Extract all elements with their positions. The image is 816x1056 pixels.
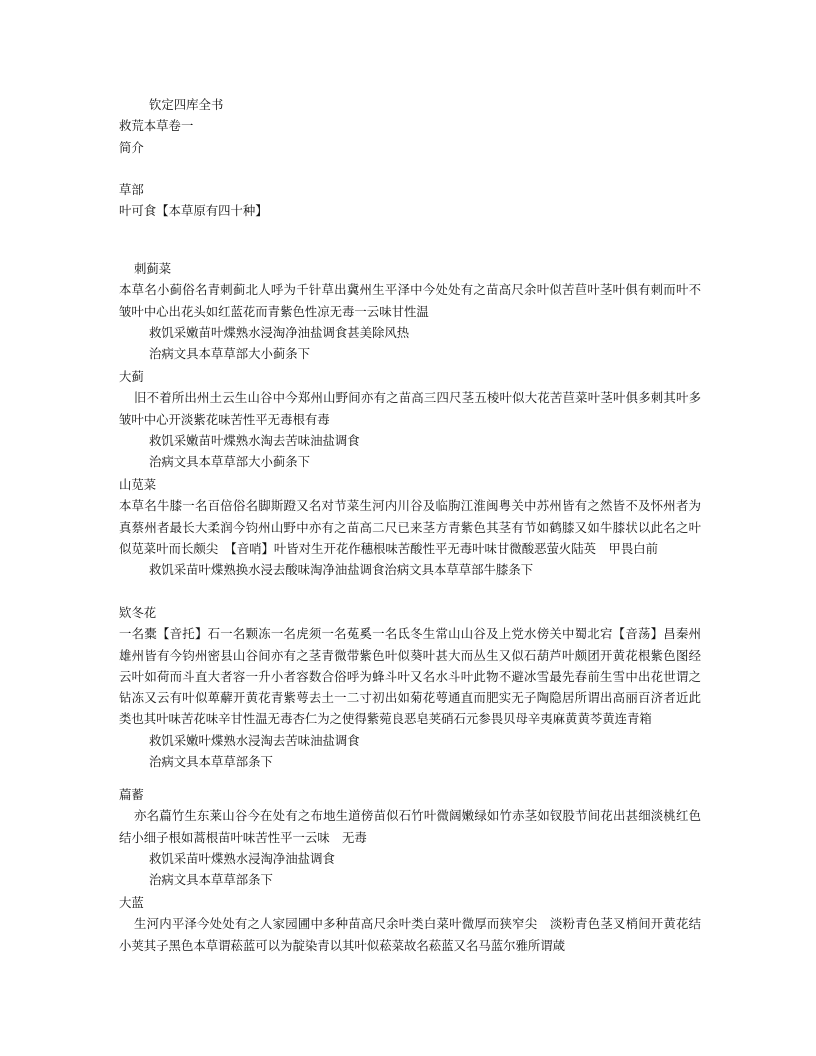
entry-title: 大蓝 bbox=[119, 895, 144, 910]
entry-title: 大蓟 bbox=[119, 369, 144, 384]
entry-cure: 治病文具本草草部大小蓟条下 bbox=[149, 346, 311, 362]
entry-body: 一名橐【音托】石一名颗冻一名虎须一名菟奚一名氐冬生常山山谷及上党水傍关中蜀北宕【音荡】昌秦州雄州皆有今钧州密县山谷间亦有之茎青微带紫色叶似葵叶甚大而丛生又似石葫芦叶颇团开黄花根紫色图经云叶如荷而斗直大者容一升小者容数合俗呼为蜂斗叶又名水斗叶此物不避冰雪最先春前生雪中出花世谓之钻冻又云有叶似萆薢开黄花青紫萼去土一二寸初出如菊花萼通直而肥实无子陶隐居所谓出高丽百济者近此类也其叶味苦花味辛甘性温无毒杏仁为之使得紫菀良恶皂荚硝石元参畏贝母辛夷麻黄黄芩黄连青箱 bbox=[119, 626, 701, 727]
summary-line: 叶可食【本草原有四十种】 bbox=[119, 203, 268, 219]
entry-body: 旧不着所出州土云生山谷中今郑州山野间亦有之苗高三四尺茎五棱叶似大花苦苣菜叶茎叶俱多刺其叶多皱叶中心开淡紫花味苦性平无毒根有毒 bbox=[119, 390, 701, 427]
entry-relief: 救饥采嫩苗叶煠熟水淘去苦味油盐调食 bbox=[149, 432, 360, 448]
entry-cure: 治病文具本草草部条下 bbox=[149, 754, 273, 770]
header-block bbox=[119, 94, 701, 222]
entry-title: 欵冬花 bbox=[119, 605, 157, 620]
entry-da-ji bbox=[119, 366, 701, 472]
entry-da-lan bbox=[119, 892, 701, 956]
entry-body: 生河内平泽今处处有之人家园圃中多种苗高尺余叶类白菜叶微厚而狭窄尖 淡粉青色茎叉梢间开黄花结小荚其子黑色本草谓菘蓝可以为靛染青以其叶似菘菜故名菘蓝又名马蓝尔雅所谓葴 bbox=[119, 916, 701, 953]
entry-title: 萹蓄 bbox=[119, 787, 144, 802]
entry-kuan-dong-hua bbox=[119, 602, 701, 772]
entry-title: 刺蓟菜 bbox=[134, 261, 172, 276]
entry-body: 本草名牛膝一名百倍俗名脚斯蹬又名对节菜生河内川谷及临朐江淮闽粤关中苏州皆有之然皆不及怀州者为真蔡州者最长大柔润今钧州山野中亦有之苗高二尺已来茎方青紫色其茎有节如鹤膝又如牛膝状以此名之叶似苋菜叶而长颇尖 【音哨】叶皆对生开花作穗根味苦酸性平无毒叶味甘微酸恶萤火陆英 甲畏白前 bbox=[119, 498, 701, 556]
entry-shan-xian-cai bbox=[119, 474, 701, 580]
entry-cure: 治病文具本草草部条下 bbox=[149, 872, 273, 888]
entry-title: 山苋菜 bbox=[119, 477, 157, 492]
part-title: 草部 bbox=[119, 182, 144, 198]
collection-title: 钦定四库全书 bbox=[149, 97, 224, 112]
section-title: 简介 bbox=[119, 139, 144, 155]
entry-ci-ji-cai bbox=[119, 258, 701, 364]
entry-relief: 救饥采苗叶煠熟换水浸去酸味淘净油盐调食治病文具本草草部牛膝条下 bbox=[149, 562, 534, 578]
volume-title: 救荒本草卷一 bbox=[119, 118, 194, 134]
entry-bian-xu bbox=[119, 784, 701, 890]
entry-body: 本草名小蓟俗名青刺蓟北人呼为千针草出冀州生平泽中今处处有之苗高尺余叶似苦苣叶茎叶俱有刺而叶不皱叶中心出花头如红蓝花而青紫色性凉无毒一云味甘性温 bbox=[119, 282, 701, 319]
entry-cure: 治病文具本草草部大小蓟条下 bbox=[149, 454, 311, 470]
entry-relief: 救饥采嫩叶煠熟水浸淘去苦味油盐调食 bbox=[149, 732, 360, 748]
entry-body: 亦名萹竹生东莱山谷今在处有之布地生道傍苗似石竹叶微阔嫩绿如竹赤茎如钗股节间花出甚细淡桃红色结小细子根如蒿根苗叶味苦性平一云味 无毒 bbox=[119, 808, 701, 845]
entry-relief: 救饥采嫩苗叶煠熟水浸淘净油盐调食甚美除风热 bbox=[149, 324, 410, 340]
entry-relief: 救饥采苗叶煠熟水浸淘净油盐调食 bbox=[149, 850, 335, 866]
